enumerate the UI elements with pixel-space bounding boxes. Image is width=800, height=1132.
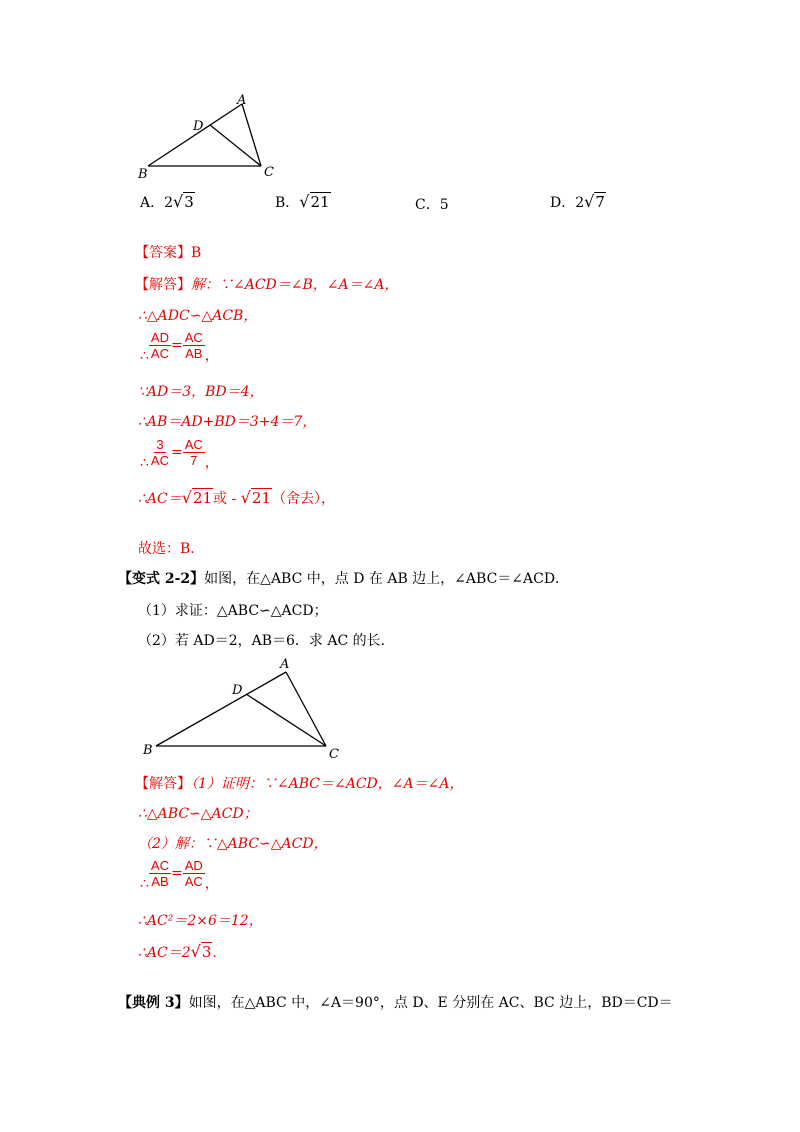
answer-line [135, 242, 201, 262]
fraction-ac-ab: $\frac{AC}{AB}$ [184, 330, 203, 361]
solution1-fraction-line-2: ∴ $\frac{3}{AC}$ = $\frac{AC}{7}$ ， [140, 437, 219, 471]
solution2-line6: ∴AC＝2√3． [138, 942, 227, 961]
fig2-label-d: D [232, 683, 243, 698]
fraction-ac-ab-2: $\frac{AC}{AB}$ [150, 858, 169, 889]
triangle-figure-2 [138, 656, 348, 762]
triangle-figure-1 [130, 92, 290, 182]
sqrt-3: √3 [173, 192, 194, 211]
solution2-line2: ∴△ABC∽△ACD； [138, 806, 258, 822]
fig1-label-d: D [193, 119, 204, 134]
fraction-ac-7: $\frac{AC}{7}$ [184, 437, 203, 468]
sqrt-7: √7 [584, 192, 605, 211]
variant-2-2-header: 【变式 2-2】如图，在△ABC 中，点 D 在 AB 边上，∠ABC＝∠ACD． [118, 571, 570, 587]
fraction-ad-ac: $\frac{AD}{AC}$ [150, 330, 169, 361]
solution1-line7: ∴AC＝√21或 - √21（舍去）， [138, 488, 335, 507]
fig1-label-b: B [138, 167, 148, 182]
fig2-label-c: C [329, 747, 339, 762]
solution2-line5: ∴AC²＝2×6＝12， [138, 913, 263, 929]
fig2-label-b: B [143, 743, 153, 758]
solution2-fraction-line: ∴ $\frac{AC}{AB}$ = $\frac{AD}{AC}$ ， [140, 858, 219, 892]
choice-d[interactable]: D．2√7 [550, 192, 605, 211]
solution1-line4: ∵AD＝3，BD＝4， [138, 384, 264, 400]
solution2-line1: 【解答】（1）证明：∵∠ABC＝∠ACD，∠A＝∠A， [135, 776, 464, 792]
solution1-fraction-line: ∴ $\frac{AD}{AC}$ = $\frac{AC}{AB}$ ， [140, 330, 219, 364]
solution1-line2: ∴△ADC∽△ACB， [138, 308, 258, 324]
solution1-line8: 故选：B． [138, 541, 205, 557]
sqrt-21: √21 [299, 192, 330, 211]
fraction-3-ac: $\frac{3}{AC}$ [150, 437, 169, 468]
variant-q1: （1）求证：△ABC∽△ACD； [138, 603, 328, 619]
answer-value: B [191, 245, 202, 261]
fig1-label-a: A [237, 93, 247, 108]
answer-tag: 【答案】 [135, 245, 191, 261]
choice-b[interactable]: B．√21 [275, 192, 330, 211]
solution1-line1: 【解答】解：∵∠ACD＝∠B，∠A＝∠A， [135, 277, 399, 293]
fig2-label-a: A [280, 657, 290, 672]
choice-c[interactable]: C．5 [415, 197, 449, 213]
solution2-line3: （2）解：∵△ABC∽△ACD， [138, 836, 328, 852]
solution1-line5: ∴AB＝AD+BD＝3+4＝7， [138, 414, 317, 430]
choice-a[interactable]: A．2√3 [140, 192, 194, 211]
fig1-label-c: C [264, 165, 274, 180]
variant-q2: （2）若 AD＝2，AB＝6．求 AC 的长． [138, 633, 395, 649]
fraction-ad-ac-2: $\frac{AD}{AC}$ [184, 858, 203, 889]
example-3-header: 【典例 3】如图，在△ABC 中，∠A＝90°，点 D、E 分别在 AC、BC 边上，BD＝CD＝ [118, 995, 673, 1011]
